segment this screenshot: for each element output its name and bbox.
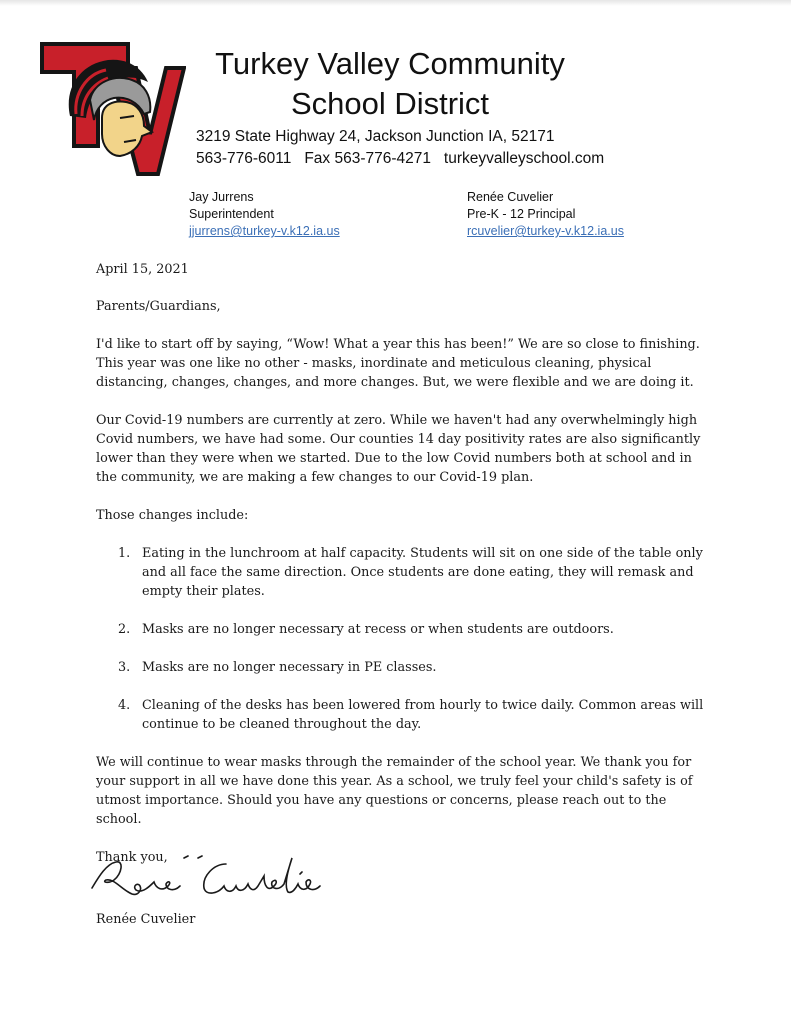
list-item (96, 696, 706, 734)
closing-paragraph: We will continue to wear masks through the remainder of the school year. We thank you for your support in all we have done this year. As a school, we truly feel your child's safety is of utmost importance. Should you have any questions or concerns, please reach out to the school. (96, 755, 693, 827)
list-text: Cleaning of the desks has been lowered from hourly to twice daily. Common areas will continue to be cleaned throughout the day. (142, 698, 704, 732)
district-title-line2: School District (290, 86, 490, 121)
superintendent-contact (189, 189, 340, 240)
contact-title: Pre-K - 12 Principal (467, 207, 576, 221)
paragraph-intro: I'd like to start off by saying, “Wow! What a year this has been!” We are so close to finishing. This year was one like no other - masks, inordinate and meticulous cleaning, physical distancing, changes, changes, and more changes. But, we were flexible and we are doing it. (96, 337, 700, 390)
list-number: 1. (118, 546, 131, 561)
list-item (96, 658, 706, 677)
list-number: 2. (118, 622, 131, 637)
scan-edge-shadow (0, 0, 791, 6)
list-item (96, 544, 706, 601)
signer-name: Renée Cuvelier (96, 912, 196, 927)
list-number: 4. (118, 698, 131, 713)
superintendent-email-link[interactable]: jjurrens@turkey-v.k12.ia.us (189, 224, 340, 238)
changes-intro: Those changes include: (96, 508, 249, 523)
district-title-line1: Turkey Valley Community (215, 46, 565, 81)
district-logo (40, 42, 186, 176)
changes-list (96, 544, 706, 734)
principal-email-link[interactable]: rcuvelier@turkey-v.k12.ia.us (467, 224, 624, 238)
contact-line (196, 150, 604, 168)
fax-number: Fax 563-776-4271 (304, 150, 431, 167)
contact-name: Jay Jurrens (189, 190, 254, 204)
principal-contact (467, 189, 624, 240)
list-item (96, 620, 706, 639)
letter-date: April 15, 2021 (96, 262, 189, 277)
list-text: Masks are no longer necessary in PE classes. (142, 660, 437, 675)
website[interactable]: turkeyvalleyschool.com (443, 150, 605, 167)
list-text: Masks are no longer necessary at recess or when students are outdoors. (142, 622, 614, 637)
sign-off: Thank you, (96, 850, 168, 865)
salutation: Parents/Guardians, (96, 299, 221, 314)
contact-title: Superintendent (189, 207, 274, 221)
district-address: 3219 State Highway 24, Jackson Junction IA, 52171 (196, 128, 555, 145)
list-number: 3. (118, 660, 131, 675)
list-text: Eating in the lunchroom at half capacity. Students will sit on one side of the table only and all face the same direction. Once students are done eating, they will remask and empty their plates. (142, 546, 703, 599)
district-title (190, 44, 590, 124)
paragraph-covid-numbers: Our Covid-19 numbers are currently at zero. While we haven't had any overwhelmingly high Covid numbers, we have had some. Our counties 14 day positivity rates are also significantly lower than they were when we started. Due to the low Covid numbers both at school and in the community, we are making a few changes to our Covid-19 plan. (96, 413, 701, 485)
phone-number: 563-776-6011 (196, 150, 292, 167)
contact-name: Renée Cuvelier (467, 190, 554, 204)
handwritten-signature (88, 850, 328, 902)
letter-body (96, 260, 706, 886)
